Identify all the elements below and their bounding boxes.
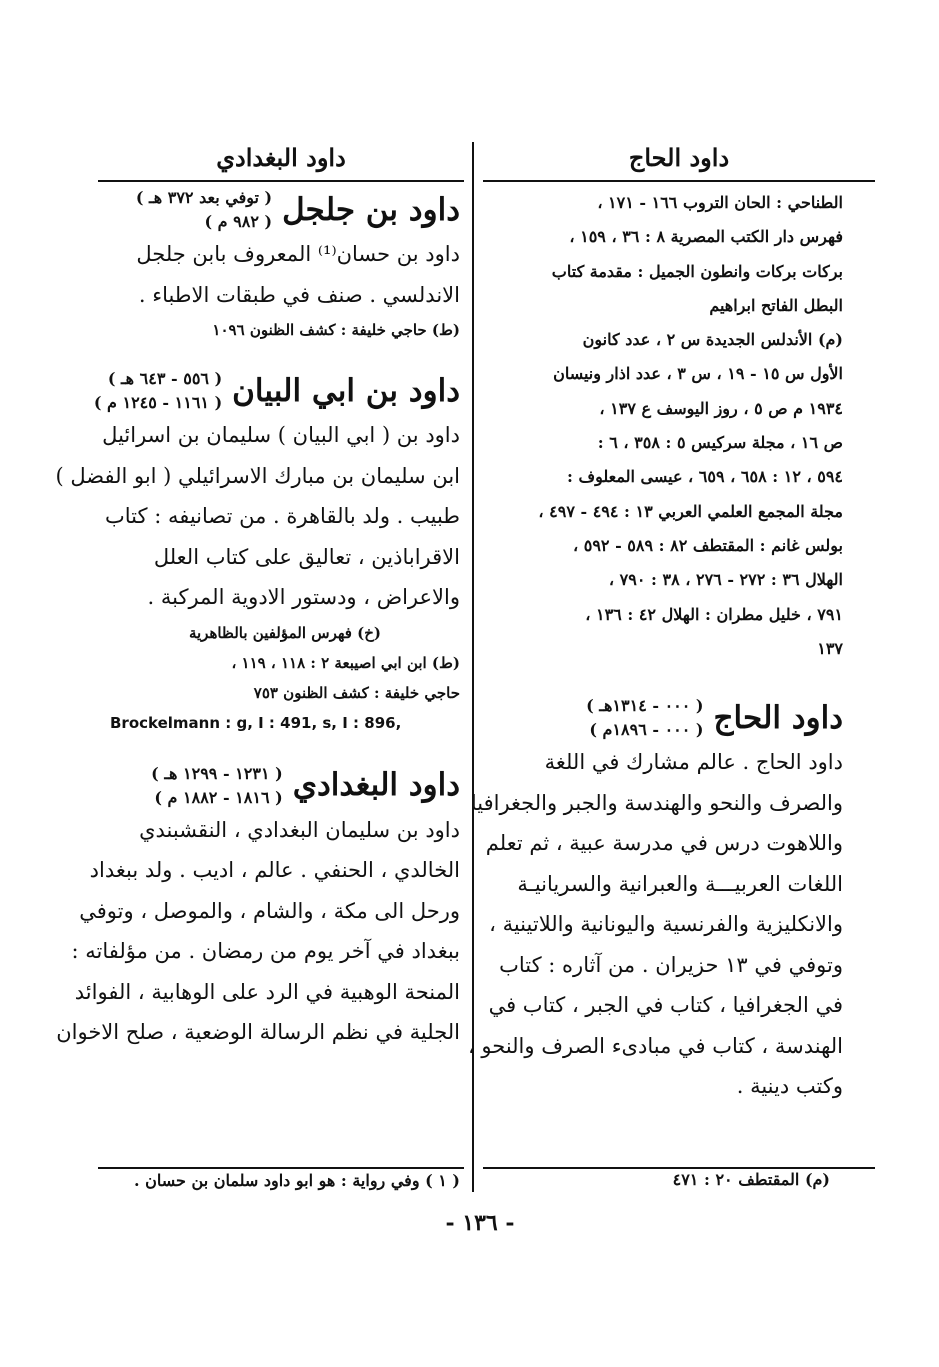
date-hijri: ( ٥٥٦ - ٦٤٣ هـ ) [107,369,223,388]
source-line: ١٩٣٤ م ص ٥ ، روز اليوسف ع ١٣٧ ، [599,398,843,418]
source-line: ص ١٦ ، مجلة سركيس ٥ : ٣٥٨ ، ٦ : [597,433,843,453]
body-line: الاندلسي . صنف في طبقات الاطباء . [138,282,460,307]
body-line: داود الحاج . عالم مشارك في اللغة [544,750,843,775]
body-line: داود بن سليمان البغدادي ، النقشبندي [139,817,460,842]
date-gregorian: ( ٠٠٠ - ١٨٩٦م ) [589,720,704,740]
source-line: فهرس دار الكتب المصرية ٨ : ٣٦ ، ١٥٩ ، [569,227,843,247]
entry-dates [151,762,283,810]
source-line: بركات بركات وانطون الجميل : مقدمة كتاب [551,261,843,281]
body-line: في الجغرافيا ، كتاب في الجبر ، كتاب في [488,993,843,1018]
date-hijri: ( توفي بعد ٣٧٢ هـ ) [135,188,273,207]
header-rule-right [483,180,875,182]
page-number: - ١٣٦ - [445,1210,515,1236]
entry-dawud-al-hajj [467,694,843,1107]
sources-block [488,186,843,666]
entry-name: داود بن جلجل [282,191,460,228]
entry-dates [136,186,272,234]
source-line: ١٣٧ [817,638,843,658]
body-line: الاقراباذين ، تعاليق على كتاب العلل [153,544,460,569]
source-line: (ط) حاجي خليفة : كشف الظنون ١٠٩٦ [212,321,460,339]
running-header-left: داود البغدادي [216,143,346,172]
body-line: ببغداد في آخر يوم من رمضان . من مؤلفاته : [71,939,460,963]
entry-name: داود بن ابي البيان [232,372,460,409]
source-line: ٧٩١ ، خليل مطران : الهلال ٤٢ : ١٣٦ ، [585,604,843,624]
body-line: وكتب دينية . [736,1074,843,1099]
source-line: (ط) ابن ابي اصيبعة ٢ : ١١٨ ، ١١٩ ، [231,653,460,672]
entry-ibn-abi-al-bayan [55,367,460,738]
entry-dates [94,367,222,415]
source-line: حاجي خليفة : كشف الظنون ٧٥٣ [253,683,460,702]
source-line: الأول س ١٥ - ١٩ ، س ٣ ، عدد اذار ونيسان [553,364,843,384]
source-line: (خ) فهرس المؤلفين بالظاهرية [188,623,382,642]
date-gregorian: ( ١١٦١ - ١٢٤٥ م ) [93,393,223,412]
body-line: داود بن حسان⁽¹⁾ المعروف بابن جلجل [136,242,460,266]
body-line: الهندسة ، كتاب في مبادىء الصرف والنحو ، [467,1033,843,1058]
running-header-right: داود الحاج [628,143,730,172]
spacer [110,738,460,762]
body-line: ورحل الى مكة ، والشام ، والموصل ، وتوفي [79,898,460,923]
entry-al-baghdadi [56,762,460,1053]
spacer [110,345,460,367]
footnote: ( ١ ) وفي رواية : هو ابو داود سلمان بن حسان . [134,1171,460,1190]
date-hijri: ( ١٢٣١ - ١٢٩٩ هـ ) [151,763,283,783]
body-line: واللاهوت درس في مدرسة عبية ، ثم تعلم [485,831,843,856]
entry-ibn-juljul [110,186,460,345]
body-line: المنحة الوهبية في الرد على الوهابية ، الفوائد [74,979,460,1004]
entry-name: داود البغدادي [292,767,460,804]
body-line: وتوفي في ١٣ حزيران . من آثاره : كتاب [499,952,843,977]
right-column [467,186,843,1166]
source-line: (م) الأندلس الجديدة س ٢ ، عدد كانون [582,330,843,350]
entry-name: داود الحاج [713,700,843,737]
body-line: والاعراض ، ودستور الادوية المركبة . [147,585,460,609]
body-line: الخالدي ، الحنفي . عالم ، اديب . ولد ببغداد [89,858,460,882]
body-line: والانكليزية والفرنسية واليونانية واللاتينية ، [489,912,843,937]
body-line: داود بن ( ابي البيان ) سليمان بن اسرائيل [102,423,460,447]
entry-heading [488,694,843,742]
entry-heading [110,762,460,810]
left-column [55,186,460,1176]
entry-heading [110,186,460,234]
body-line: اللغات العربيـــة والعبرانية والسريانيـة [517,871,843,896]
source-line: الهلال ٣٦ : ٢٧٢ - ٢٧٦ ، ٣٨ : ٧٩٠ ، [608,570,843,590]
body-line: طبيب . ولد بالقاهرة . من تصانيفه : كتاب [105,504,460,528]
header-rule-left [98,180,464,182]
entry-heading [93,367,460,415]
body-line: ابن سليمان بن مبارك الاسرائيلي ( ابو الفضل ) [55,463,460,488]
date-gregorian: ( ٩٨٢ م ) [204,212,273,231]
source-line: مجلة المجمع العلمي العربي ١٣ : ٤٩٤ - ٤٩٧ ، [538,501,843,521]
source-line: البطل الفاتح ابراهيم [709,295,843,315]
body-line: والصرف والنحو والهندسة والجبر والجغرافيا [470,790,843,815]
body-line: الجلية في نظم الرسالة الوضعية ، صلح الاخوان [56,1020,460,1044]
source-line: الطناحي : الحان التروب ١٦٦ - ١٧١ ، [597,193,843,212]
source-line: بولس غانم : المقتطف ٨٢ : ٥٨٩ - ٥٩٢ ، [572,535,843,555]
spacer [488,666,843,694]
entry-dates [586,694,703,742]
date-hijri: ( ٠٠٠ - ١٣١٤هـ ) [586,696,704,716]
source-line: ٥٩٤ ، ١٢ : ٦٥٨ ، ٦٥٩ ، عيسى المعلوف : [567,467,843,487]
date-gregorian: ( ١٨١٦ - ١٨٨٢ م ) [154,787,283,807]
latin-source-line: Brockelmann : g, I : 491, s, I : 896, [110,713,402,732]
entry-source-line: (م) المقتطف ٢٠ : ٤٧١ [672,1170,830,1189]
